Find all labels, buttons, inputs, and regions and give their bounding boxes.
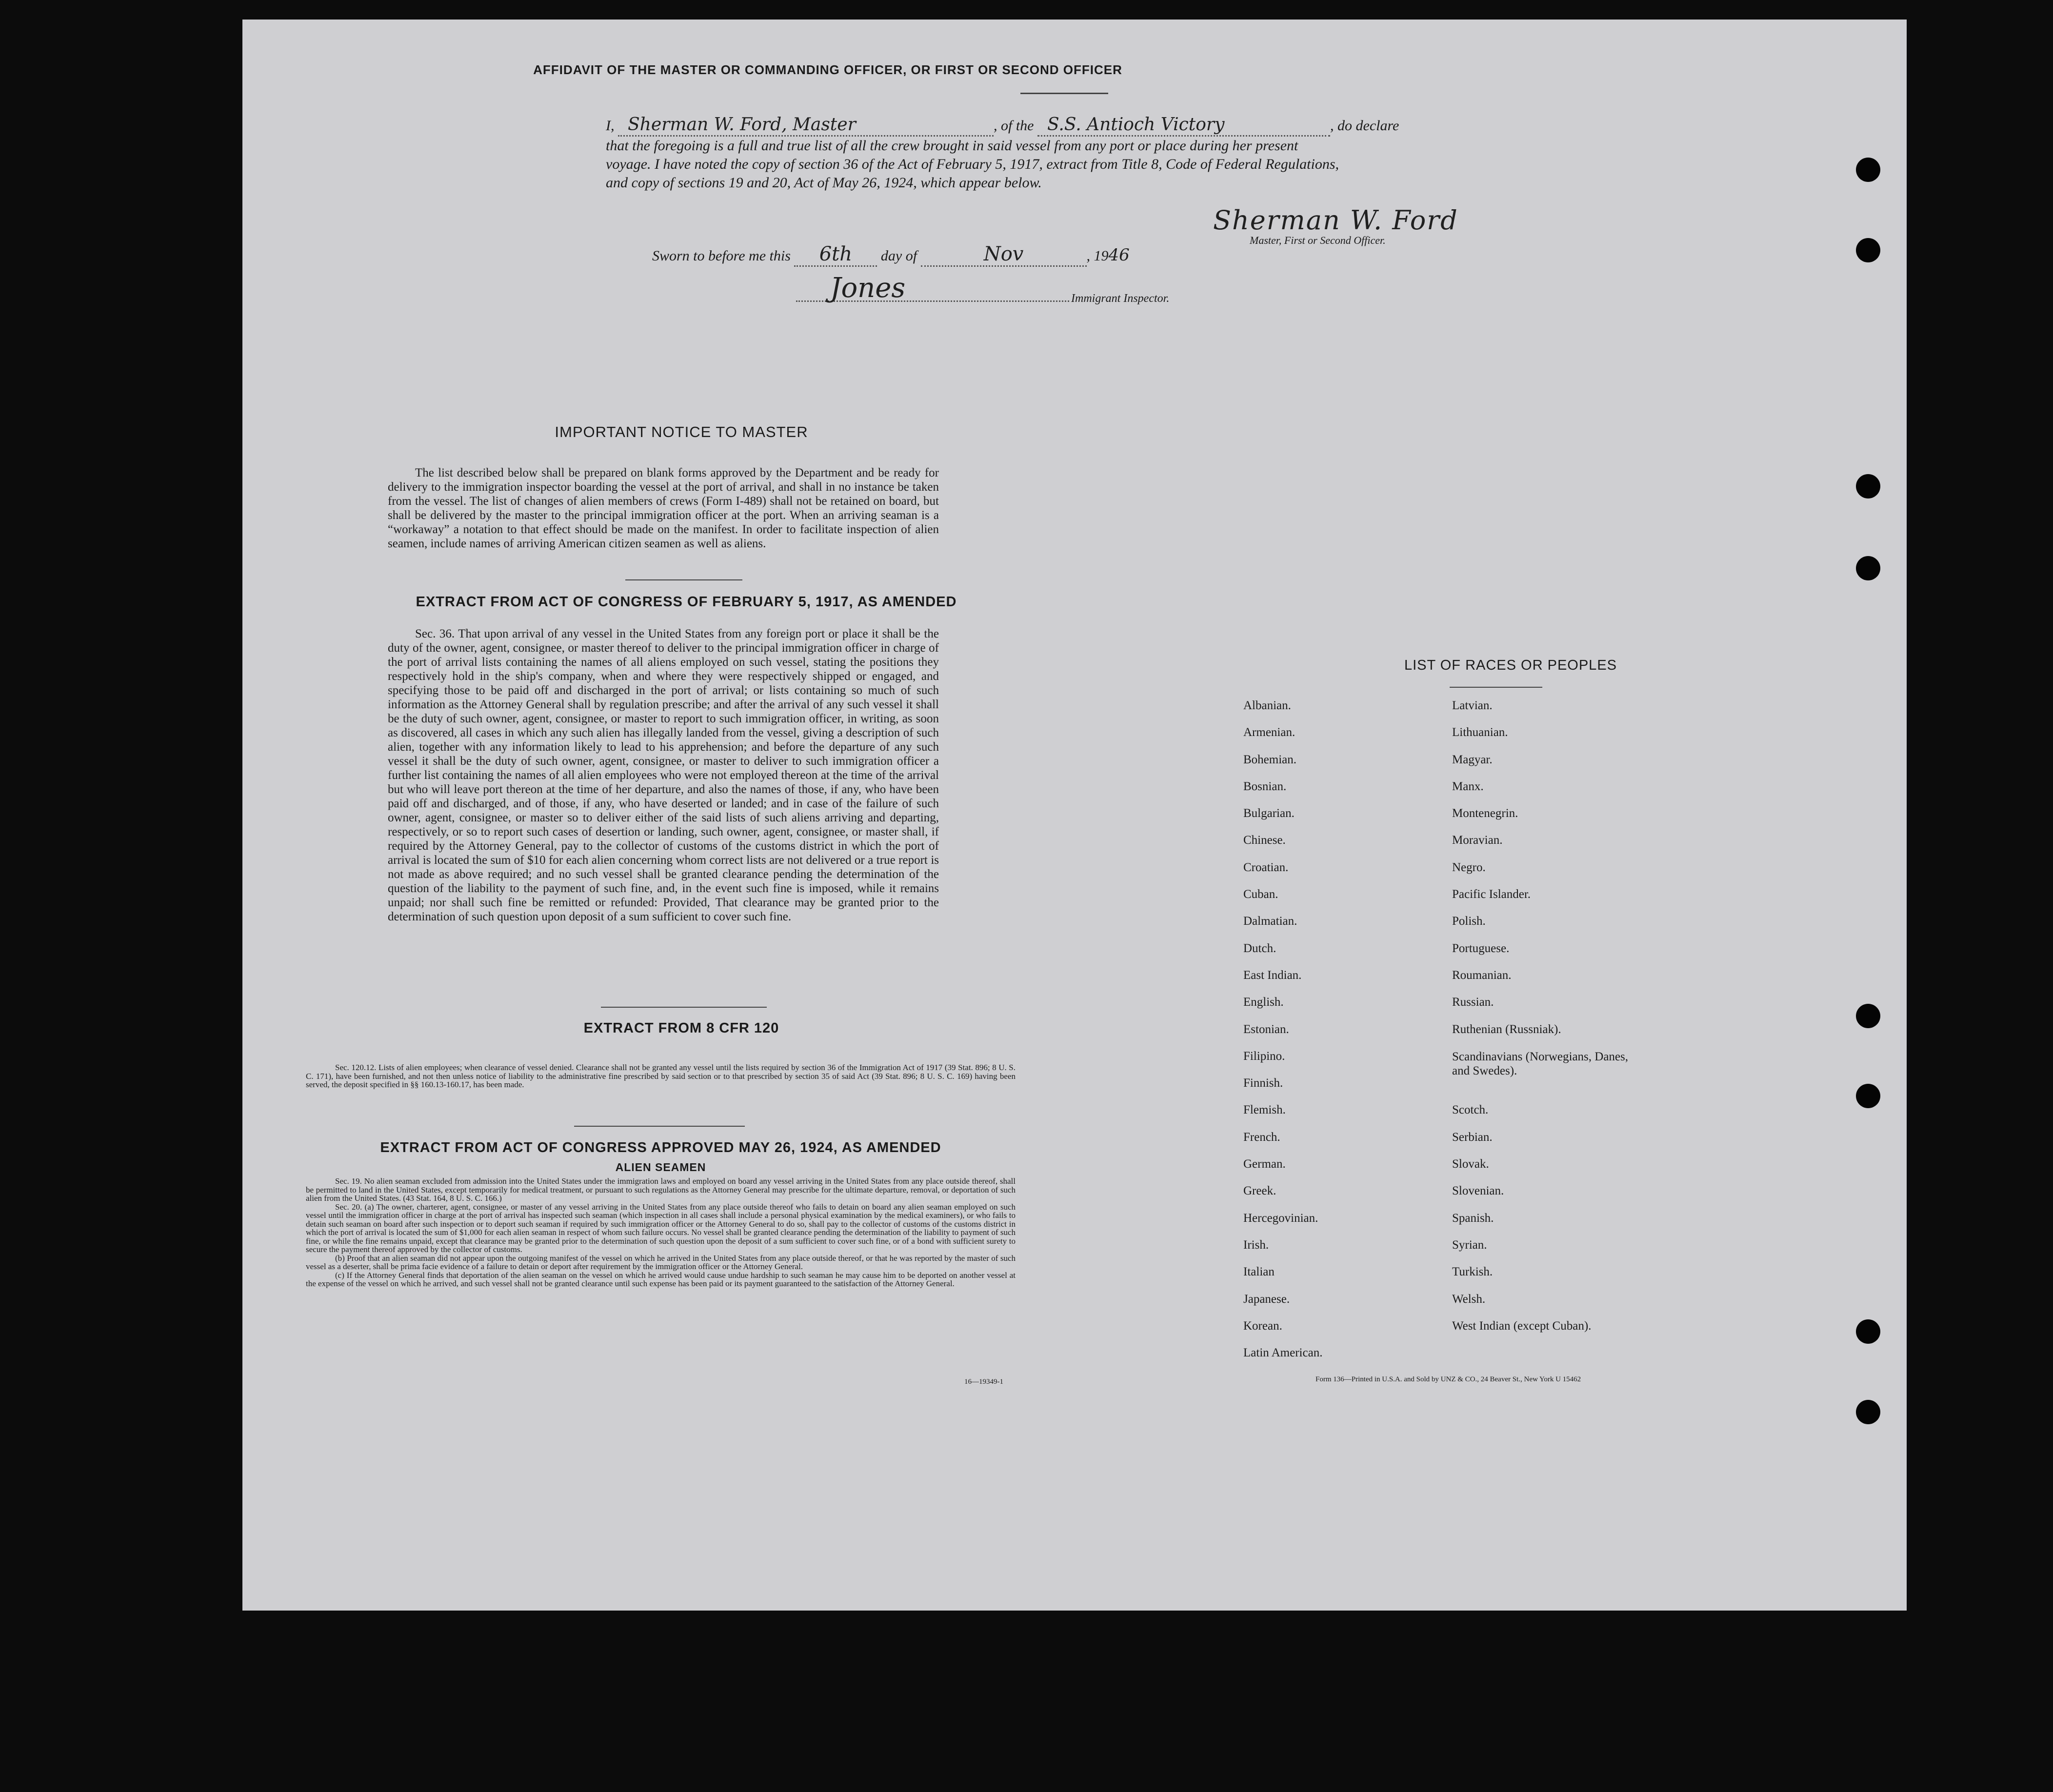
races-divider [1450, 687, 1542, 688]
sworn-year: 46 [1108, 245, 1130, 265]
act1917-divider [601, 1007, 767, 1008]
vessel-name: S.S. Antioch Victory [1047, 115, 1225, 135]
vessel-name-field [1037, 116, 1330, 137]
binder-hole [1856, 1400, 1880, 1424]
race-item: Scandinavians (Norwegians, Danes, and Swedes). [1452, 1050, 1629, 1077]
race-item: Dutch. [1243, 941, 1276, 955]
sworn-month: Nov [983, 243, 1024, 265]
race-item: Manx. [1452, 779, 1484, 793]
race-item: Flemish. [1243, 1103, 1286, 1117]
race-item: Montenegrin. [1452, 807, 1518, 820]
act1924-sec19: Sec. 19. No alien seaman excluded from admission into the United States under the immigration laws and employed on board any vessel arriving in the United States from any place outside thereof, shall be permitted to land in the United States, except temporarily for medical treatment, or pursuant to such regulations as the Attorney General may prescribe for the ultimate departure, removal, or deportation of such alien from the United States. (43 Stat. 164, 8 U. S. C. 166.) [306, 1176, 1016, 1203]
master-name: Sherman W. Ford, Master [628, 115, 856, 135]
inspector-label: Immigrant Inspector. [1071, 292, 1170, 305]
race-item: East Indian. [1243, 968, 1302, 982]
notice-title: IMPORTANT NOTICE TO MASTER [555, 423, 808, 440]
affidavit-line-3: voyage. I have noted the copy of section 36 of the Act of February 5, 1917, extract from Title 8, Code of Federal Regulations, [606, 156, 1339, 172]
master-signature: Sherman W. Ford [1213, 205, 1458, 236]
day-of-label: day of [880, 248, 917, 264]
document-page [242, 20, 1907, 1611]
sworn-line [652, 243, 1130, 267]
act1924-title: EXTRACT FROM ACT OF CONGRESS APPROVED MAY 26, 1924, AS AMENDED [380, 1140, 941, 1155]
affidavit-title: AFFIDAVIT OF THE MASTER OR COMMANDING OFFICER, OR FIRST OR SECOND OFFICER [533, 62, 1122, 77]
race-item: Moravian. [1452, 834, 1503, 847]
affidavit-line-1 [606, 116, 1776, 137]
inspector-signature: Jones [830, 272, 906, 304]
affidavit-statement [606, 116, 1776, 192]
cfr-title: EXTRACT FROM 8 CFR 120 [583, 1020, 779, 1036]
race-item: Filipino. [1243, 1049, 1285, 1063]
do-declare-text: , do declare [1330, 118, 1399, 134]
races-left-column [1243, 699, 1438, 1373]
race-item: Italian [1243, 1265, 1275, 1279]
cfr-divider [574, 1126, 745, 1127]
races-right-column [1452, 699, 1657, 1346]
sworn-month-field [921, 243, 1087, 267]
sworn-day: 6th [819, 243, 853, 265]
master-signature-label: Master, First or Second Officer. [1250, 234, 1386, 246]
race-item: Latin American. [1243, 1346, 1323, 1360]
act1917-body: That upon arrival of any vessel in the United States from any foreign port or place it shall be the duty of the owner, agent, consignee, or master thereof to deliver to the principal immigration officer in charge of the port of arrival lists containing the names of all aliens employed on such vessel, stating the positions they respectively hold in the ship's company, when and where they were respectively shipped or engaged, and specifying those to be paid off and discharged in the port of arrival; or lists containing so much of such information as the Attorney General shall by regulation prescribe; and after the arrival of any such vessel it shall be the duty of such owner, agent, consignee, or master to report to such immigration officer, in writing, as soon as discovered, all cases in which any such alien has illegally landed from the vessel, giving a description of such alien, together with any information likely to lead to his apprehension; and before the departure of any such vessel it shall be the duty of such owner, agent, consignee, or master to deliver to such immigration officer a further list containing the names of all alien employees who were not employed thereon at the time of the arrival but who will leave port thereon at the time of her departure, and also the names of those, if any, who have been paid off and discharged, and of those, if any, who have deserted or landed; and in case of the failure of such owner, agent, consignee, or master so to deliver either of the said lists of such aliens arriving and departing, respectively, or so to report such cases of desertion or landing, such owner, agent, consignee, or master shall, if required by the Attorney General, pay to the collector of customs of the customs district in which the port of arrival is located the sum of $10 for each alien concerning whom correct lists are not delivered or a true report is not made as above required; and no such vessel shall be granted clearance pending the determination of the question of the liability to the payment of such fine, and, in the event such fine is imposed, while it remains unpaid; nor shall such fine be remitted or refunded: Provided, That clearance may be granted prior to the determination of such question upon deposit of a sum sufficient to cover such fine. [388, 627, 939, 923]
race-item: Bohemian. [1243, 753, 1297, 766]
race-item: Japanese. [1243, 1292, 1290, 1306]
race-item: Serbian. [1452, 1130, 1493, 1144]
binder-hole [1856, 474, 1880, 498]
binder-hole [1856, 1004, 1880, 1028]
race-item: Croatian. [1243, 860, 1289, 874]
notice-text: The list described below shall be prepared on blank forms approved by the Department and be ready for delivery to the immigration inspector boarding the vessel at the port of arrival, and shall in no instance be taken from the vessel. The list of changes of alien members of crews (Form I-489) shall not be retained on board, but shall be delivered by the master to the principal immigration officer at the port. When an arriving seaman is a “workaway” a notation to that effect should be made on the manifest. In order to facilitate inspection of alien seamen, include names of arriving American citizen seamen as well as aliens. [388, 466, 939, 550]
race-item: Cuban. [1243, 888, 1278, 901]
race-item: Portuguese. [1452, 941, 1510, 955]
race-item: Spanish. [1452, 1211, 1494, 1225]
title-divider [1020, 93, 1108, 94]
act1924-subtitle: ALIEN SEAMEN [615, 1161, 706, 1174]
race-item: Armenian. [1243, 726, 1296, 739]
race-item: Chinese. [1243, 834, 1286, 847]
of-the-text: , of the [994, 118, 1034, 134]
race-item: West Indian (except Cuban). [1452, 1319, 1592, 1333]
race-item: Welsh. [1452, 1292, 1486, 1306]
affidavit-line-4: and copy of sections 19 and 20, Act of May 26, 1924, which appear below. [606, 175, 1042, 191]
race-item: Lithuanian. [1452, 726, 1508, 739]
year-prefix: , 19 [1086, 248, 1109, 264]
race-item: Magyar. [1452, 753, 1493, 766]
race-item: Greek. [1243, 1184, 1276, 1198]
notice-divider [625, 579, 742, 580]
act1917-section: Sec. 36. [415, 627, 455, 640]
act1924-sec20c: (c) If the Attorney General finds that deportation of the alien seaman on the vessel on which he arrived would cause undue hardship to such seaman he may cause him to be deported on another vessel at the expense of the vessel on which he arrived, and such vessel shall not be granted clearance until such expense has been paid or its payment guaranteed to the satisfaction of the Attorney General. [306, 1270, 1016, 1288]
binder-hole [1856, 1319, 1880, 1344]
race-item: Polish. [1452, 915, 1486, 928]
race-item: Russian. [1452, 996, 1494, 1009]
act1924-sec20a: Sec. 20. (a) The owner, charterer, agent, consignee, or master of any vessel arriving in the United States from any place outside thereof who fails to detain on board any alien seaman employed on such vessel until the immigration officer in charge at the port of arrival has inspected such seaman (which inspection in all cases shall include a personal physical examination by the medical examiners), or who fails to detain such seaman on board after such inspection or to deport such seaman if required by such immigration officer or the Attorney General to do so, shall pay to the collector of customs of the customs district in which the port of arrival is located the sum of $1,000 for each alien seaman in respect of whom such failure occurs. No vessel shall be granted clearance pending the determination of the liability to payment of such fine, or while the fine remains unpaid, except that clearance may be granted prior to the determination of such question upon the deposit of a sum sufficient to cover such fine, or of a bond with sufficient surety to secure the payment thereof approved by the collector of customs. [306, 1202, 1016, 1254]
race-item: Irish. [1243, 1238, 1269, 1252]
race-item: Pacific Islander. [1452, 888, 1531, 901]
cfr-text: Sec. 120.12. Lists of alien employees; when clearance of vessel denied. Clearance shall not be granted any vessel until the lists required by section 36 of the Immigration Act of 1917 (39 Stat. 896; 8 U. S. C. 171), have been furnished, and not then unless notice of liability to the administrative fine prescribed by said section or to that prescribed by section 35 of said Act (39 Stat. 896; 8 U. S. C. 169) having been served, the deposit specified in §§ 160.13-160.17, has been made. [306, 1063, 1016, 1089]
races-footer: Form 136—Printed in U.S.A. and Sold by UNZ & CO., 24 Beaver St., New York U 15462 [1316, 1375, 1581, 1383]
binder-hole [1856, 158, 1880, 182]
race-item: Hercegovinian. [1243, 1211, 1318, 1225]
act1924-text [306, 1177, 1016, 1288]
affidavit-line-2: that the foregoing is a full and true list of all the crew brought in said vessel from any port or place during her present [606, 138, 1298, 154]
affidavit-prefix: I, [606, 118, 615, 134]
act1924-form-number: 16—19349-1 [964, 1378, 1003, 1386]
act1917-text [388, 627, 939, 924]
race-item: Turkish. [1452, 1265, 1493, 1279]
sworn-label: Sworn to before me this [652, 248, 791, 264]
race-item: Bosnian. [1243, 779, 1287, 793]
race-item: Negro. [1452, 860, 1486, 874]
binder-hole [1856, 238, 1880, 262]
race-item: Ruthenian (Russniak). [1452, 1022, 1561, 1036]
binder-hole [1856, 1084, 1880, 1108]
race-item: Finnish. [1243, 1076, 1283, 1090]
inspector-signature-field [796, 272, 1069, 304]
race-item: Syrian. [1452, 1238, 1487, 1252]
master-name-field [618, 116, 994, 137]
inspector-line [796, 272, 1170, 305]
race-item: Slovak. [1452, 1157, 1489, 1171]
race-item: Estonian. [1243, 1022, 1289, 1036]
races-title: LIST OF RACES OR PEOPLES [1404, 657, 1617, 673]
race-item: Latvian. [1452, 699, 1493, 712]
race-item: German. [1243, 1157, 1286, 1171]
sworn-day-field [794, 243, 877, 267]
race-item: Bulgarian. [1243, 807, 1295, 820]
act1924-sec20b: (b) Proof that an alien seaman did not appear upon the outgoing manifest of the vessel on which he arrived in the United States from any place outside thereof, or that he was reported by the master of such vessel as a deserter, shall be prima facie evidence of a failure to detain or deport after requirement by the immigration officer or the Attorney General. [306, 1253, 1016, 1271]
race-item: Roumanian. [1452, 968, 1512, 982]
race-item: Dalmatian. [1243, 915, 1297, 928]
act1917-title: EXTRACT FROM ACT OF CONGRESS OF FEBRUARY 5, 1917, AS AMENDED [416, 594, 957, 610]
race-item: English. [1243, 996, 1284, 1009]
race-item: Korean. [1243, 1319, 1282, 1333]
race-item: Scotch. [1452, 1103, 1489, 1117]
race-item: French. [1243, 1130, 1280, 1144]
race-item: Albanian. [1243, 699, 1291, 712]
race-item: Slovenian. [1452, 1184, 1504, 1198]
binder-hole [1856, 556, 1880, 580]
